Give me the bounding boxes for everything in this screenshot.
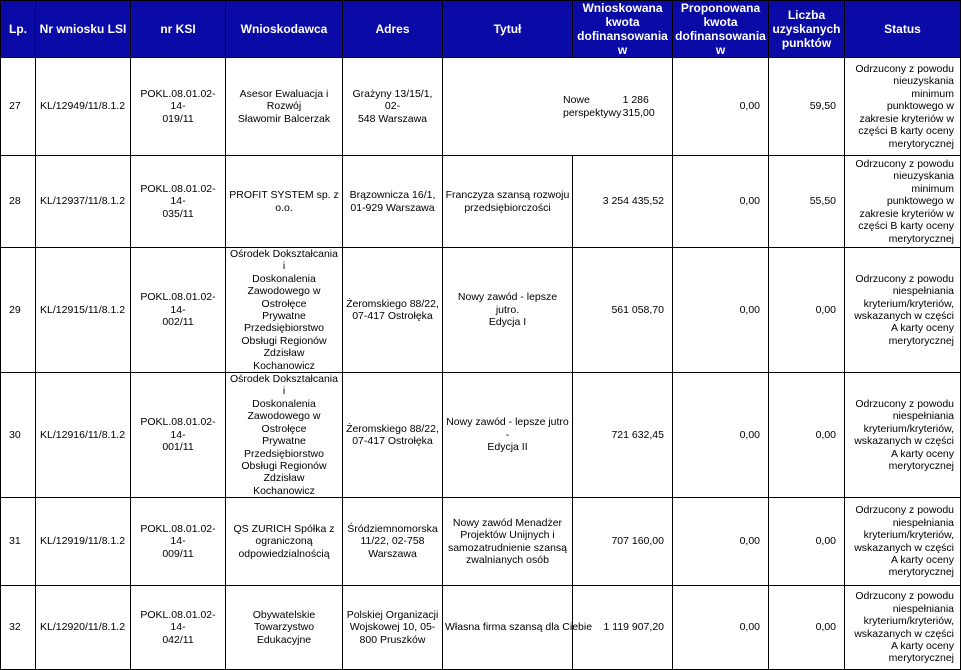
header-proposed-amount: Proponowana kwota dofinansowania w — [673, 1, 769, 58]
cell-proposed: 0,00 — [673, 58, 769, 156]
cell-requested: 1 119 907,20 — [573, 586, 673, 670]
table-row — [1, 248, 961, 373]
cell-points: 0,00 — [769, 248, 845, 373]
cell-nr-lsi: KL/12937/11/8.1.2 — [36, 156, 131, 248]
table-row — [1, 156, 961, 248]
cell-nr-ksi: POKL.08.01.02-14- 042/11 — [131, 586, 226, 670]
cell-proposed: 0,00 — [673, 248, 769, 373]
cell-nr-ksi: POKL.08.01.02-14- 019/11 — [131, 58, 226, 156]
header-nr-lsi: Nr wniosku LSI — [36, 1, 131, 58]
header-applicant: Wnioskodawca — [226, 1, 343, 58]
cell-nr-lsi: KL/12919/11/8.1.2 — [36, 498, 131, 586]
cell-applicant: Ośrodek Dokształcania i Doskonalenia Zawodowego w Ostrołęce Prywatne Przedsiębiorstwo Obsługi Regionów Zdzisław Kochanowicz — [226, 373, 343, 498]
cell-points: 59,50 — [769, 58, 845, 156]
header-lp: Lp. — [1, 1, 36, 58]
cell-lp: 30 — [1, 373, 36, 498]
header-requested-amount: Wnioskowana kwota dofinansowania w — [573, 1, 673, 58]
cell-points: 0,00 — [769, 373, 845, 498]
cell-status: Odrzucony z powodu niespełniania kryterium/kryteriów, wskazanych w części A karty oceny merytorycznej — [845, 498, 961, 586]
header-nr-ksi: nr KSI — [131, 1, 226, 58]
table-row — [1, 498, 961, 586]
cell-lp: 29 — [1, 248, 36, 373]
table-row — [1, 58, 961, 156]
cell-points: 0,00 — [769, 586, 845, 670]
cell-applicant: PROFIT SYSTEM sp. z o.o. — [226, 156, 343, 248]
cell-applicant: Ośrodek Dokształcania i Doskonalenia Zawodowego w Ostrołęce Prywatne Przedsiębiorstwo Obsługi Regionów Zdzisław Kochanowicz — [226, 248, 343, 373]
cell-nr-ksi: POKL.08.01.02-14- 001/11 — [131, 373, 226, 498]
cell-nr-lsi: KL/12916/11/8.1.2 — [36, 373, 131, 498]
cell-requested: 721 632,45 — [573, 373, 673, 498]
table-row — [1, 373, 961, 498]
header-row — [1, 1, 961, 58]
cell-applicant: Asesor Ewaluacja i Rozwój Sławomir Balcerzak — [226, 58, 343, 156]
cell-lp: 27 — [1, 58, 36, 156]
cell-requested: 1 286 315,00 — [622, 94, 655, 119]
cell-address: Żeromskiego 88/22, 07-417 Ostrołęka — [343, 373, 443, 498]
cell-status: Odrzucony z powodu nieuzyskania minimum punktowego w zakresie kryteriów w części B karty oceny merytorycznej — [845, 58, 961, 156]
cell-address: Polskiej Organizacji Wojskowej 10, 05- 800 Pruszków — [343, 586, 443, 670]
cell-status: Odrzucony z powodu nieuzyskania minimum punktowego w zakresie kryteriów w części B karty oceny merytorycznej — [845, 156, 961, 248]
cell-status: Odrzucony z powodu niespełniania kryterium/kryteriów, wskazanych w części A karty oceny merytorycznej — [845, 586, 961, 670]
header-address: Adres — [343, 1, 443, 58]
cell-title: Własna firma szansą dla Ciebie — [443, 586, 573, 670]
cell-proposed: 0,00 — [673, 156, 769, 248]
cell-requested: 3 254 435,52 — [573, 156, 673, 248]
cell-title-amount — [443, 58, 673, 156]
cell-nr-ksi: POKL.08.01.02-14- 035/11 — [131, 156, 226, 248]
header-status: Status — [845, 1, 961, 58]
cell-points: 55,50 — [769, 156, 845, 248]
cell-address: Żeromskiego 88/22, 07-417 Ostrołęka — [343, 248, 443, 373]
header-title: Tytuł — [443, 1, 573, 58]
cell-title: Nowy zawód - lepsze jutro - Edycja II — [443, 373, 573, 498]
cell-address: Grażyny 13/15/1, 02- 548 Warszawa — [343, 58, 443, 156]
cell-address: Brązownicza 16/1, 01-929 Warszawa — [343, 156, 443, 248]
cell-title: Nowy zawód Menadżer Projektów Unijnych i samozatrudnienie szansą zwalnianych osób — [443, 498, 573, 586]
table-row — [1, 586, 961, 670]
cell-title: Franczyza szansą rozwoju przedsiębiorczości — [443, 156, 573, 248]
cell-nr-ksi: POKL.08.01.02-14- 009/11 — [131, 498, 226, 586]
cell-lp: 28 — [1, 156, 36, 248]
cell-requested: 561 058,70 — [573, 248, 673, 373]
cell-applicant: Obywatelskie Towarzystwo Edukacyjne — [226, 586, 343, 670]
cell-nr-ksi: POKL.08.01.02-14- 002/11 — [131, 248, 226, 373]
cell-address: Śródziemnomorska 11/22, 02-758 Warszawa — [343, 498, 443, 586]
cell-proposed: 0,00 — [673, 498, 769, 586]
cell-status: Odrzucony z powodu niespełniania kryterium/kryteriów, wskazanych w części A karty oceny merytorycznej — [845, 248, 961, 373]
header-points: Liczba uzyskanych punktów — [769, 1, 845, 58]
cell-requested: 707 160,00 — [573, 498, 673, 586]
cell-nr-lsi: KL/12920/11/8.1.2 — [36, 586, 131, 670]
cell-proposed: 0,00 — [673, 373, 769, 498]
cell-lp: 32 — [1, 586, 36, 670]
cell-title: Nowe perspektywy — [563, 94, 622, 119]
cell-applicant: QS ZURICH Spółka z ograniczoną odpowiedzialnością — [226, 498, 343, 586]
cell-points: 0,00 — [769, 498, 845, 586]
cell-status: Odrzucony z powodu niespełniania kryterium/kryteriów, wskazanych w części A karty oceny merytorycznej — [845, 373, 961, 498]
cell-nr-lsi: KL/12949/11/8.1.2 — [36, 58, 131, 156]
cell-nr-lsi: KL/12915/11/8.1.2 — [36, 248, 131, 373]
cell-title: Nowy zawód - lepsze jutro. Edycja I — [443, 248, 573, 373]
cell-proposed: 0,00 — [673, 586, 769, 670]
cell-lp: 31 — [1, 498, 36, 586]
